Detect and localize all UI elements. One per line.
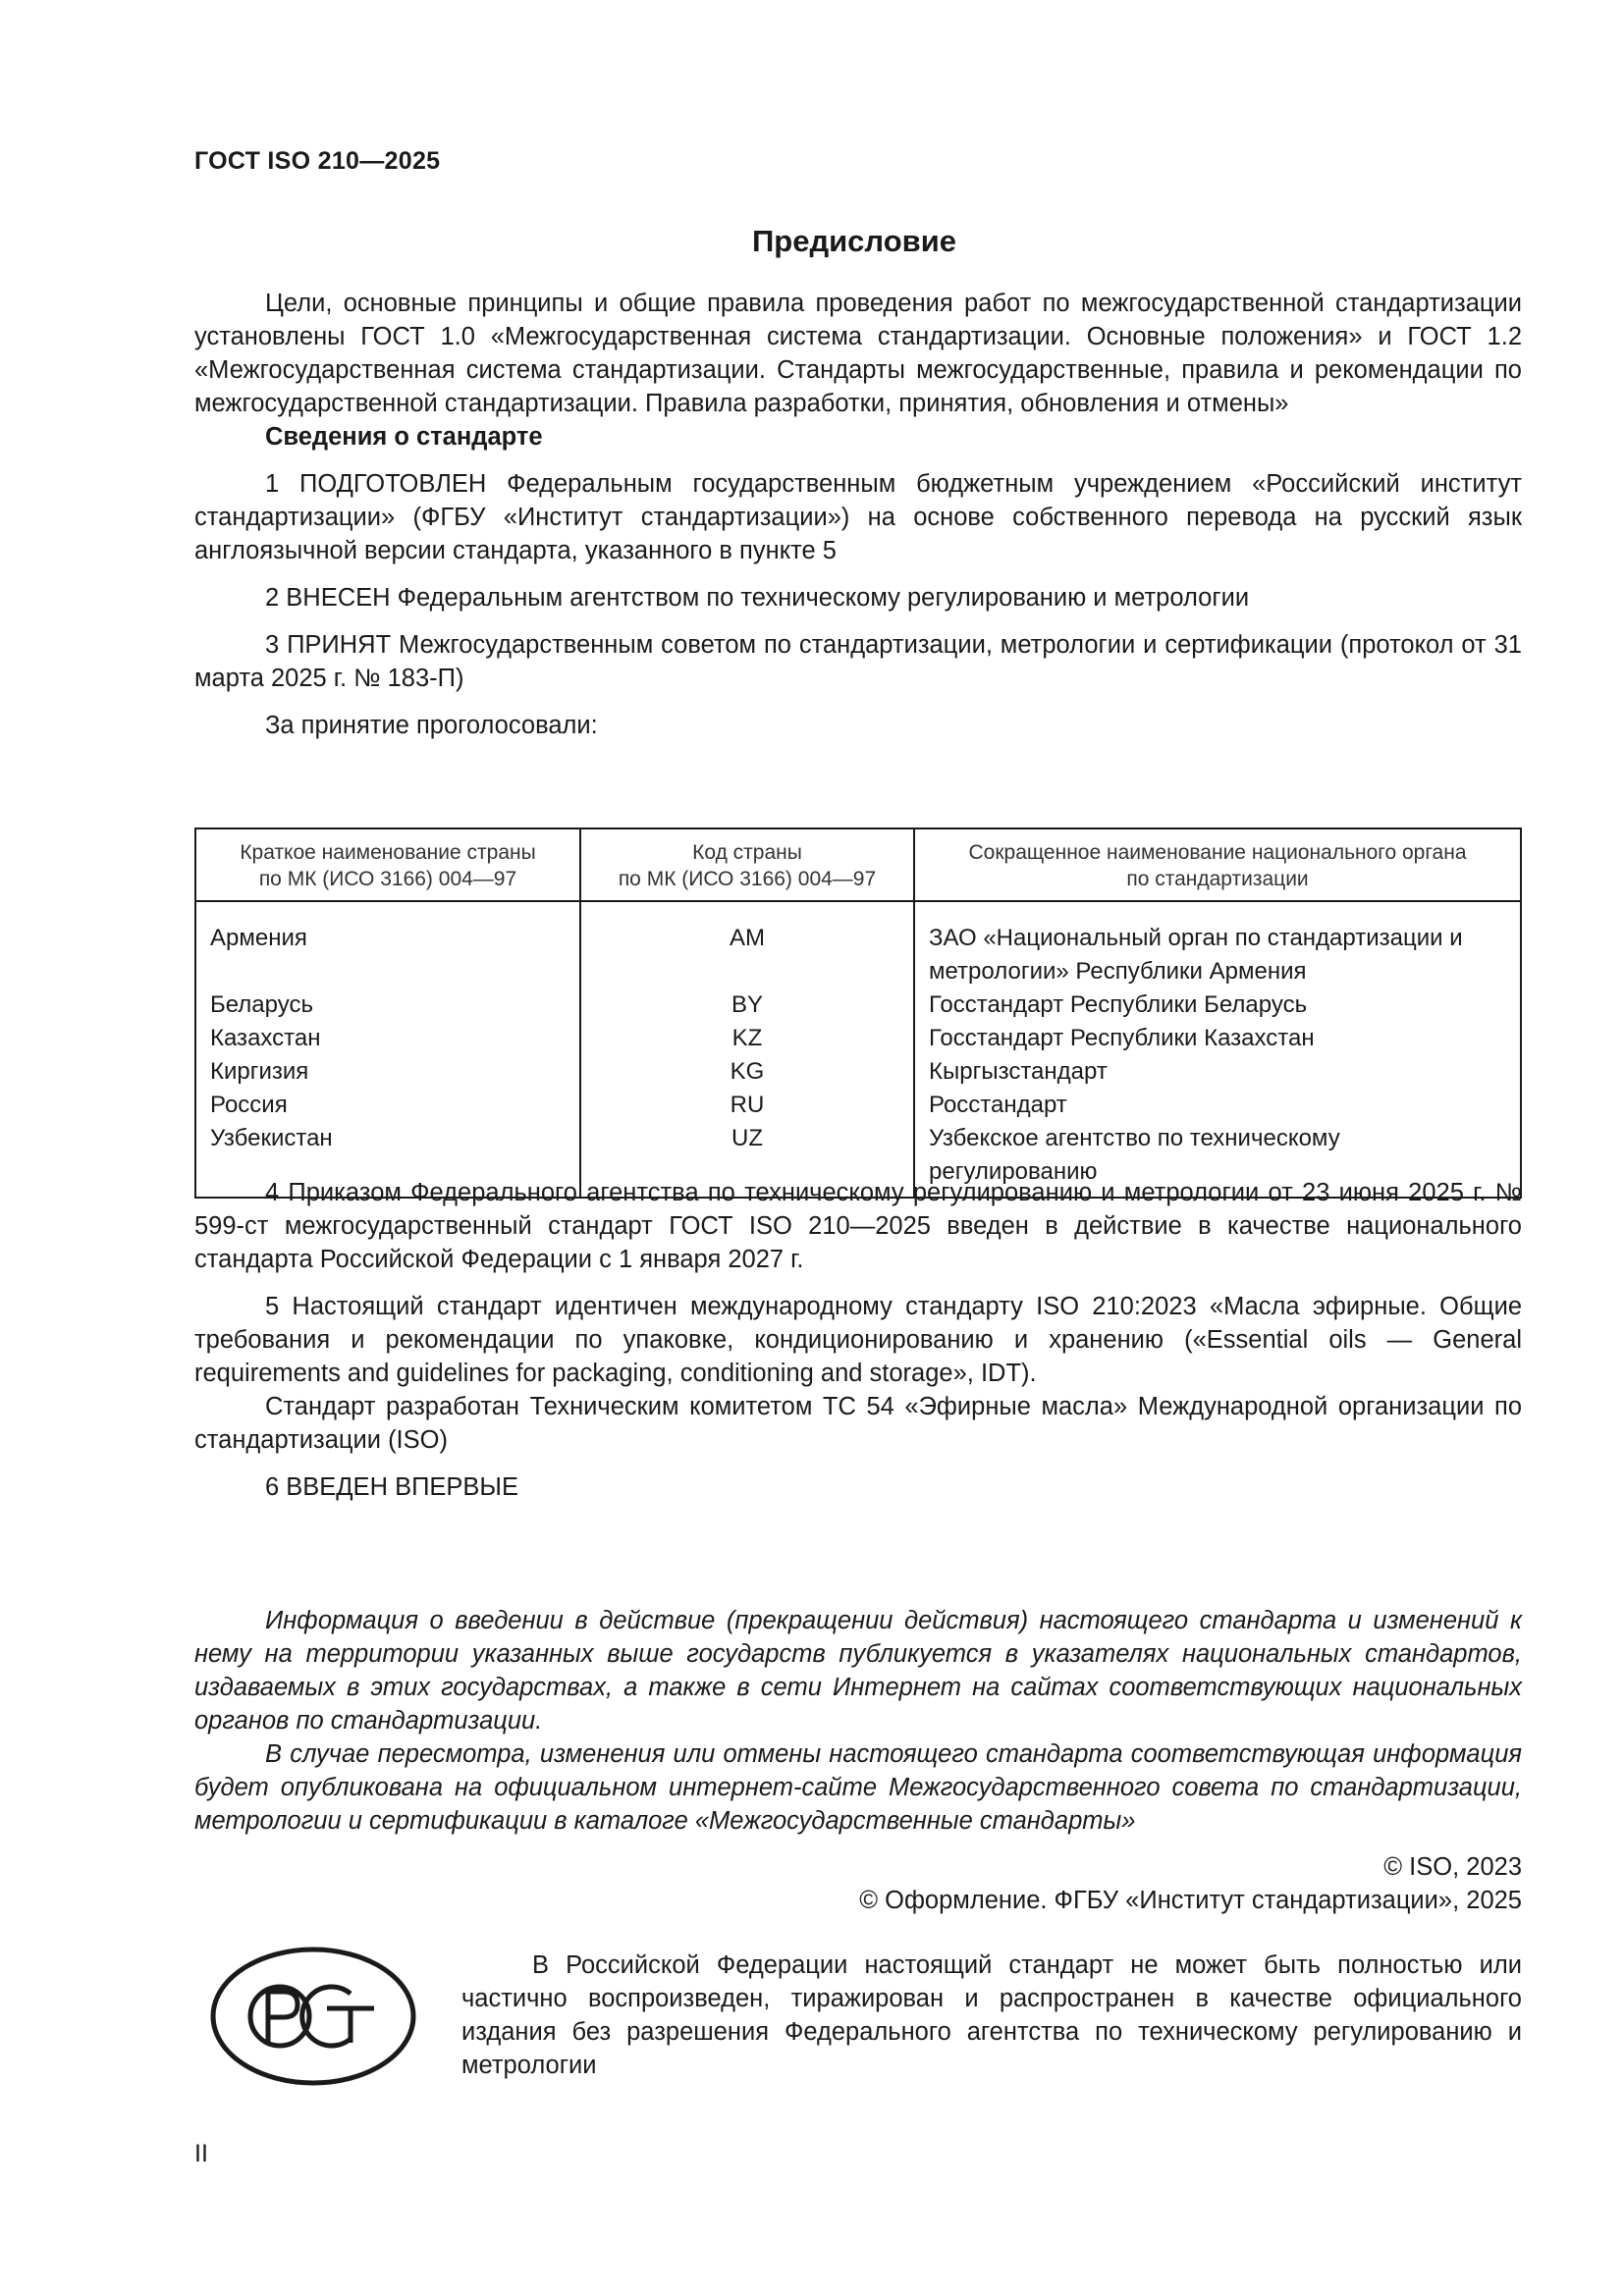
country-cell: Узбекистан (195, 1122, 580, 1198)
rst-mark-icon (209, 1945, 418, 2088)
info-paragraph-1: Информация о введении в действие (прекращении действия) настоящего стандарта и изменений к нему на территории указанных выше государств публикуется в указателях национальных стандартов, издаваемых в этих государствах, а также в сети Интернет на сайтах соответствующих национальных органов по стандартизации. (194, 1607, 1522, 1735)
table-row (195, 1022, 1521, 1055)
voting-table (194, 828, 1522, 1199)
body-cell: Госстандарт Республики Беларусь (914, 988, 1521, 1022)
page-title: Предисловие (751, 224, 956, 258)
document-code: ГОСТ ISO 210—2025 (194, 147, 441, 175)
code-cell: BY (580, 988, 914, 1022)
item-put-into-effect: 4 Приказом Федерального агентства по техническому регулированию и метрологии от 23 июня 2025 г. № 599-ст межгосударственный стандарт ГОСТ ISO 210—2025 введен в действие в качестве национального стандарта Российской Федерации с 1 января 2027 г. (194, 1179, 1522, 1273)
code-cell: KZ (580, 1022, 914, 1055)
body-cell: Кыргызстандарт (914, 1055, 1521, 1089)
country-cell: Киргизия (195, 1055, 580, 1089)
body-cell: Госстандарт Республики Казахстан (914, 1022, 1521, 1055)
country-cell: Казахстан (195, 1022, 580, 1055)
table-row (195, 1055, 1521, 1089)
item-adopted: 3 ПРИНЯТ Межгосударственным советом по стандартизации, метрологии и сертификации (протокол от 31 марта 2025 г. № 183-П) (194, 631, 1522, 692)
info-paragraph-2: В случае пересмотра, изменения или отмены настоящего стандарта соответствующая информация будет опубликована на официальном интернет-сайте Межгосударственного совета по стандартизации, метрологии и сертификации в каталоге «Межгосударственные стандарты» (194, 1740, 1522, 1835)
table-header-row (195, 828, 1521, 901)
body-cell: Узбекское агентство по техническому регулированию (914, 1122, 1521, 1198)
country-cell: Армения (195, 901, 580, 988)
preface-body (194, 287, 1522, 742)
item-prepared: 1 ПОДГОТОВЛЕН Федеральным государственным бюджетным учреждением «Российский институт стандартизации» (ФГБУ «Институт стандартизации») на основе собственного перевода на русский язык англоязычной версии стандарта, указанного в пункте 5 (194, 470, 1522, 564)
table-row (195, 1089, 1521, 1122)
header-national-body: Сокращенное наименование национального органа по стандартизации (914, 828, 1521, 901)
country-cell: Россия (195, 1089, 580, 1122)
item-developed-by: Стандарт разработан Техническим комитетом ТС 54 «Эфирные масла» Международной организации по стандартизации (ISO) (194, 1393, 1522, 1454)
intro-paragraph: Цели, основные принципы и общие правила проведения работ по межгосударственной стандартизации установлены ГОСТ 1.0 «Межгосударственная система стандартизации. Основные положения» и ГОСТ 1.2 «Межгосударственная система стандартизации. Стандарты межгосударственные, правила и рекомендации по межгосударственной стандартизации. Правила разработки, принятия, обновления и отмены» (194, 290, 1522, 417)
header-code: Код страны по МК (ИСО 3166) 004—97 (580, 828, 914, 901)
reproduction-notice: В Российской Федерации настоящий стандарт не может быть полностью или частично воспроизведен, тиражирован и распространен в качестве официального издания без разрешения Федерального агентства по техническому регулированию и метрологии (461, 1951, 1522, 2079)
country-cell: Беларусь (195, 988, 580, 1022)
copyright-iso: © ISO, 2023 (1383, 1853, 1522, 1881)
table-row (195, 988, 1521, 1022)
body-cell: ЗАО «Национальный орган по стандартизации и метрологии» Республики Армения (914, 901, 1521, 988)
body-cell: Росстандарт (914, 1089, 1521, 1122)
code-cell: KG (580, 1055, 914, 1089)
code-cell: AM (580, 901, 914, 988)
copyright-design: © Оформление. ФГБУ «Институт стандартизации», 2025 (859, 1887, 1522, 1914)
standard-info-heading: Сведения о стандарте (265, 423, 543, 451)
item-identical: 5 Настоящий стандарт идентичен международному стандарту ISO 210:2023 «Масла эфирные. Общие требования и рекомендации по упаковке, кондиционированию и хранению («Essential oils — General requirements and guidelines for packaging, conditioning and storage», IDT). (194, 1293, 1522, 1387)
voted-label: За принятие проголосовали: (265, 712, 598, 739)
header-country: Краткое наименование страны по МК (ИСО 3166) 004—97 (195, 828, 580, 901)
table-row (195, 901, 1521, 988)
item-first-introduced: 6 ВВЕДЕН ВПЕРВЫЕ (265, 1473, 519, 1501)
code-cell: RU (580, 1089, 914, 1122)
code-cell: UZ (580, 1122, 914, 1198)
item-submitted: 2 ВНЕСЕН Федеральным агентством по техническому регулированию и метрологии (265, 584, 1250, 612)
page-number: II (194, 2140, 208, 2167)
info-block (194, 1604, 1522, 1838)
preface-body-continued (194, 1176, 1522, 1504)
